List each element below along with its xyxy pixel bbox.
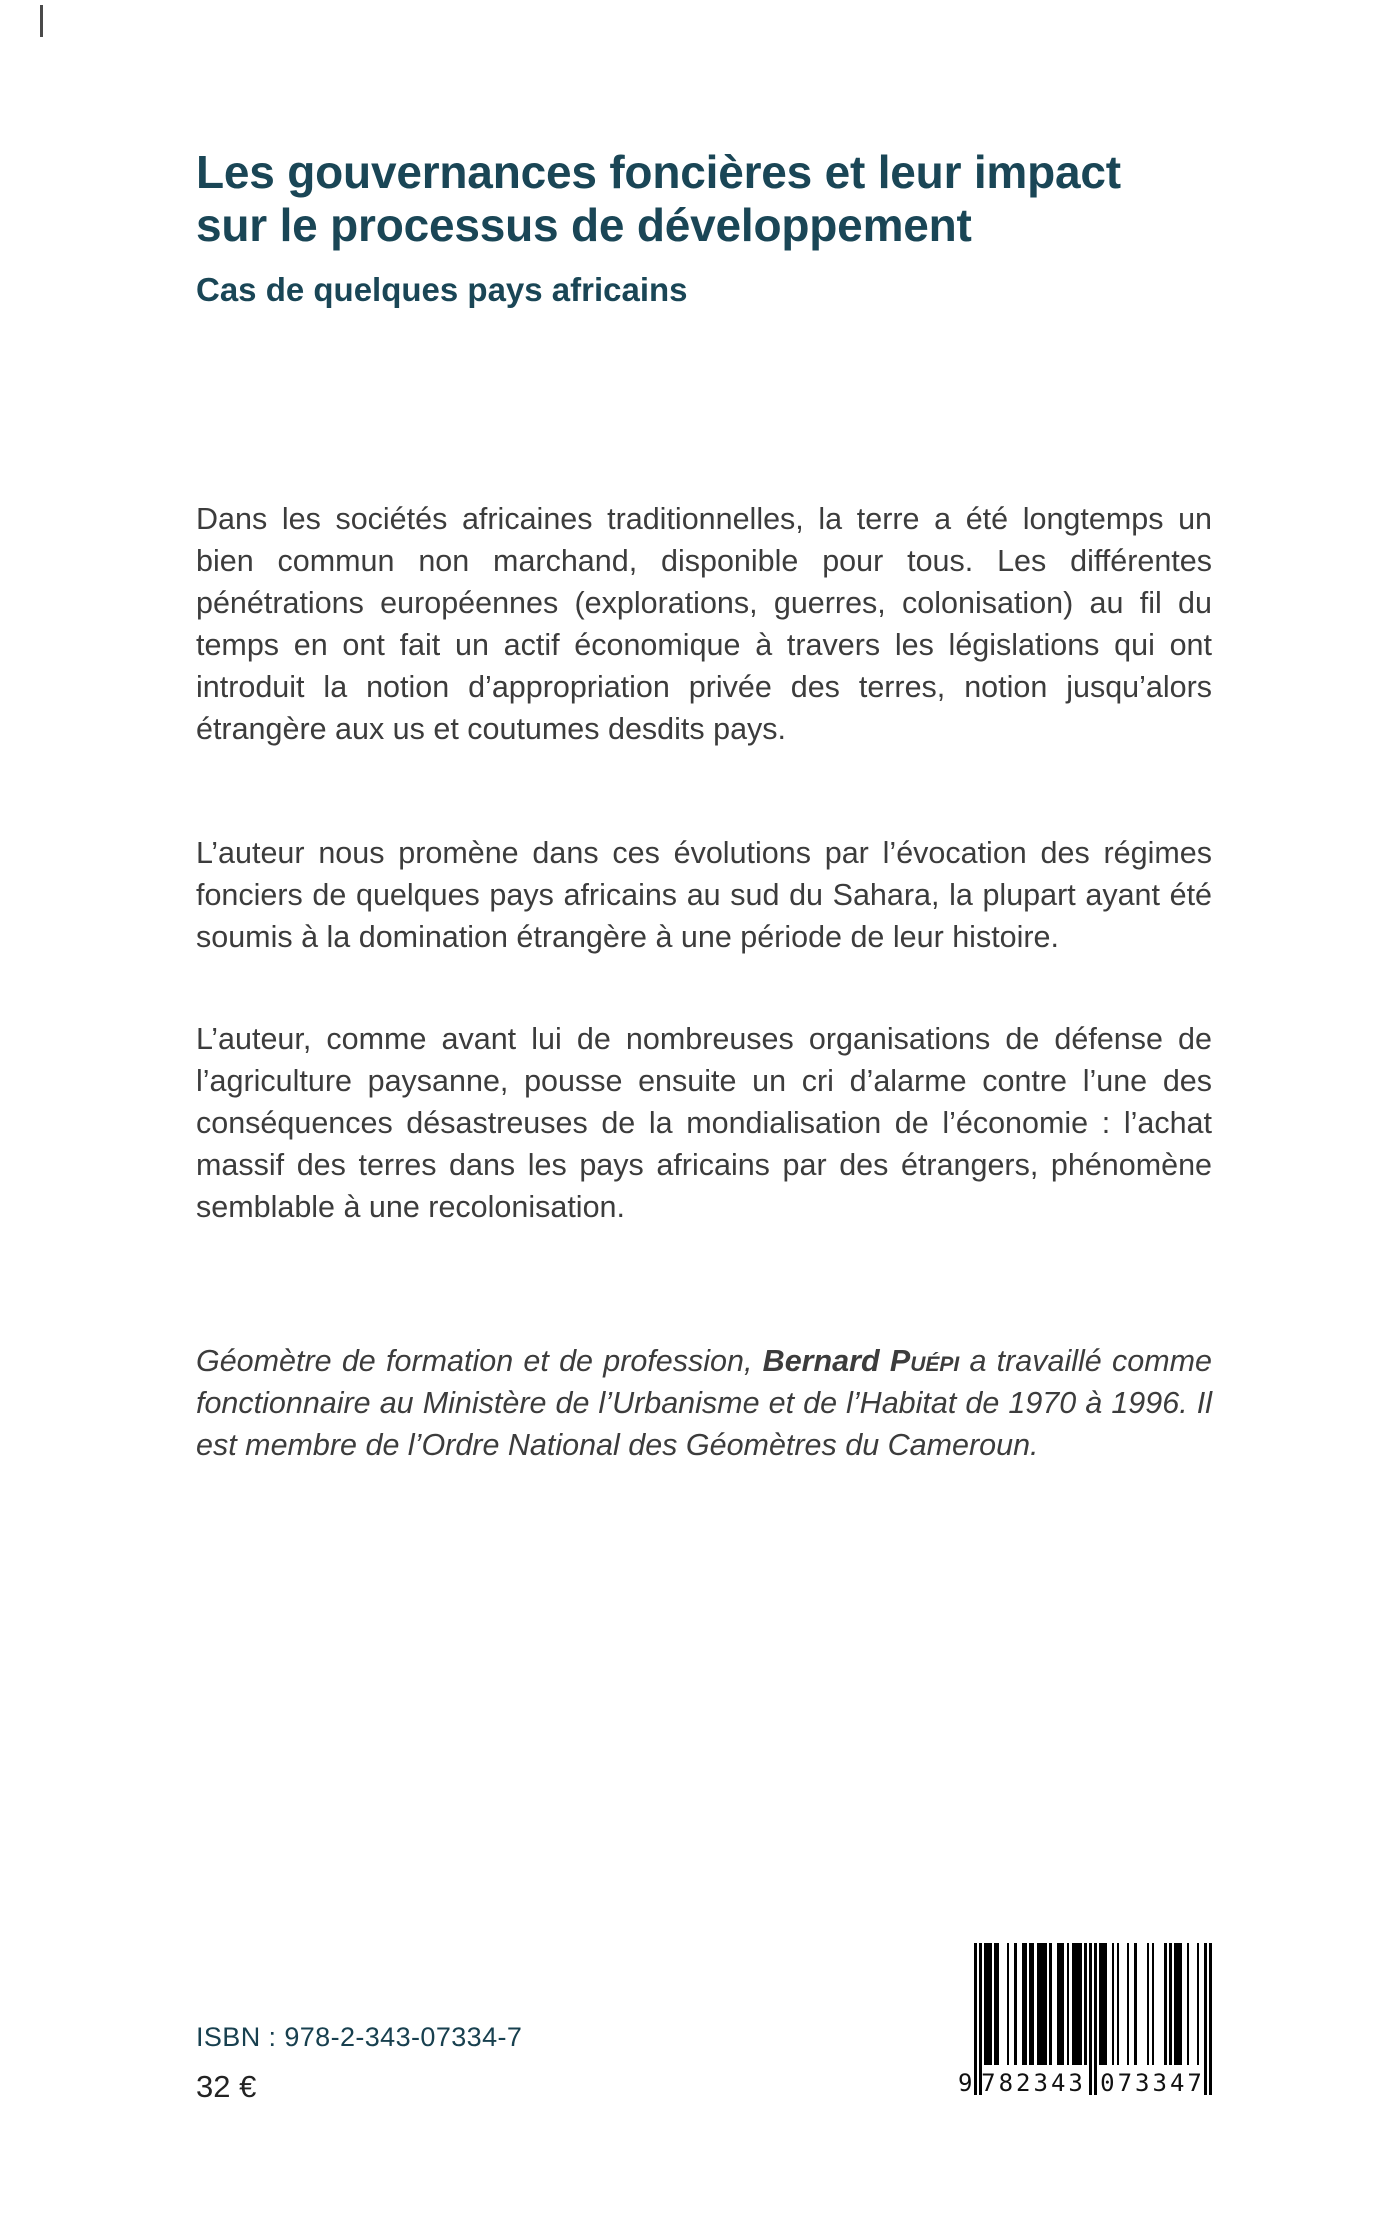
crop-mark	[40, 5, 43, 37]
barcode-digit-group-1: 782343	[981, 2069, 1086, 2097]
author-bio	[196, 1340, 1212, 1466]
barcode-digit-group-2: 073347	[1100, 2069, 1205, 2097]
book-subtitle: Cas de quelques pays africains	[196, 271, 688, 308]
isbn-number: ISBN : 978-2-343-07334-7	[196, 2022, 523, 2052]
author-bio-suffix: a travaillé comme fonctionnaire au Ministère de l’Urbanisme et de l’Habitat de 1970 à 1996. Il est membre de l’Ordre National des Géomètres du Cameroun.	[196, 1344, 1212, 1462]
barcode-digits	[958, 2069, 1212, 2097]
ean13-barcode	[958, 1943, 1212, 2097]
book-title-line-2: sur le processus de développement	[196, 199, 972, 251]
isbn-block	[196, 2022, 522, 2105]
back-cover-text	[196, 498, 1212, 1466]
summary-paragraph-3: L’auteur, comme avant lui de nombreuses organisations de défense de l’agriculture paysanne, pousse ensuite un cri d’alarme contre l’une des conséquences désastreuses de la mondialisation de l’économie : l’achat massif des terres dans les pays africains par des étrangers, phénomène semblable à une recolonisation.	[196, 1022, 1212, 1224]
title-block	[196, 146, 1216, 310]
book-title-line-1: Les gouvernances foncières et leur impact	[196, 146, 1121, 198]
summary-paragraph-2: L’auteur nous promène dans ces évolutions par l’évocation des régimes fonciers de quelques pays africains au sud du Sahara, la plupart ayant été soumis à la domination étrangère à une période de leur histoire.	[196, 836, 1212, 954]
price: 32 €	[196, 2069, 257, 2104]
author-bio-prefix: Géomètre de formation et de profession,	[196, 1344, 763, 1378]
author-name: Bernard P	[762, 1344, 911, 1378]
barcode-digit-lead: 9	[958, 2069, 973, 2097]
summary-paragraph-1: Dans les sociétés africaines traditionnelles, la terre a été longtemps un bien commun non marchand, disponible pour tous. Les différentes pénétrations européennes (explorations, guerres, colonisation) au fil du temps en ont fait un actif économique à travers les législations qui ont introduit la notion d’appropriation privée des terres, notion jusqu’alors étrangère aux us et coutumes desdits pays.	[196, 502, 1212, 746]
author-name-smallcaps: uépi	[910, 1344, 960, 1378]
